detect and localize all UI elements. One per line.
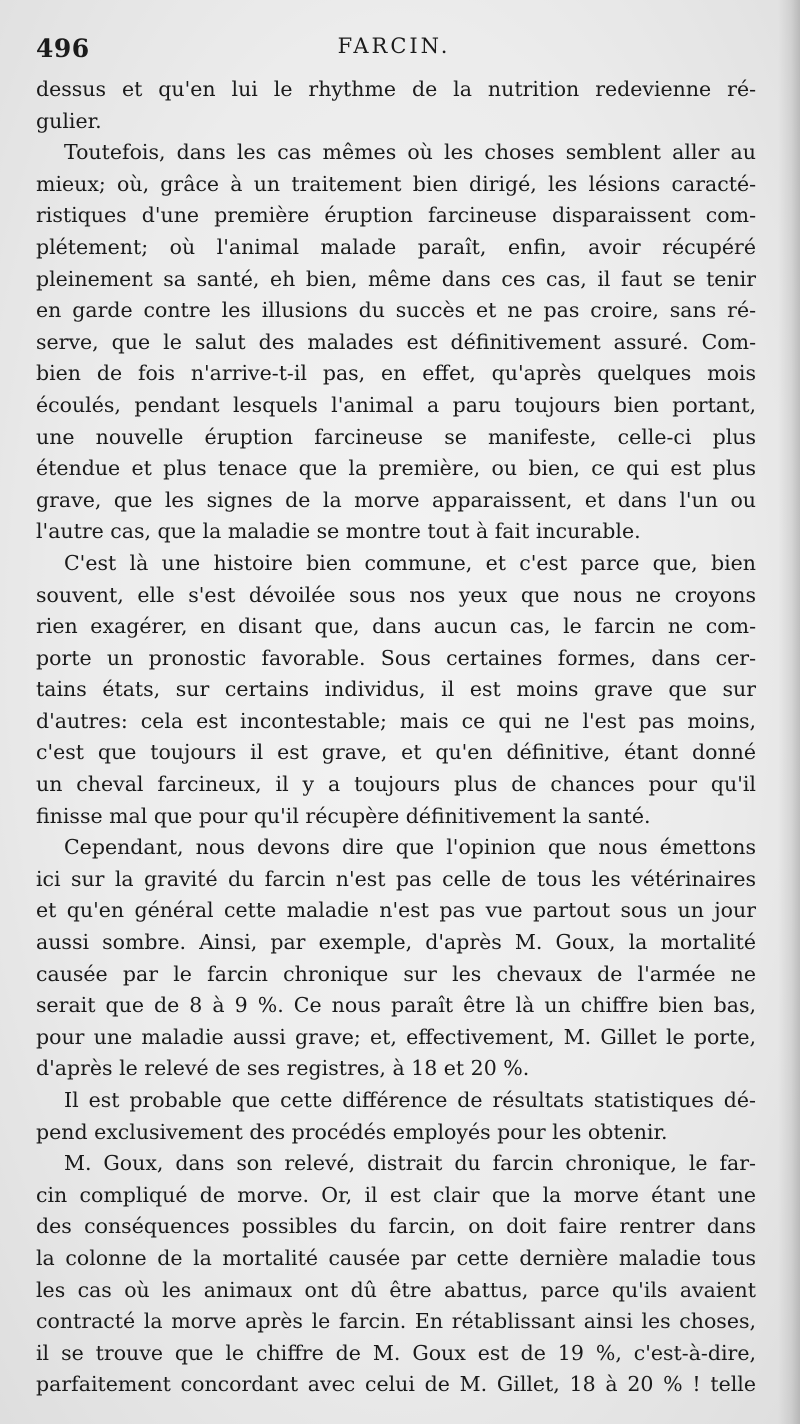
text-line: finisse mal que pour qu'il récupère définitivement la santé. bbox=[36, 803, 651, 828]
text-line: grave, que les signes de la morve apparaissent, et dans l'un ou bbox=[36, 487, 756, 512]
text-line: rien exagérer, en disant que, dans aucun cas, le farcin ne com- bbox=[36, 614, 756, 639]
text-line: étendue et plus tenace que la première, ou bien, ce qui est plus bbox=[36, 456, 756, 481]
text-line: mieux; où, grâce à un traitement bien dirigé, les lésions caracté- bbox=[36, 171, 756, 196]
text-line: parfaitement concordant avec celui de M. Gillet, 18 à 20 % ! telle bbox=[36, 1372, 756, 1397]
text-line: M. Goux, dans son relevé, distrait du farcin chronique, le far- bbox=[64, 1151, 756, 1176]
text-line: la colonne de la mortalité causée par cette dernière maladie tous bbox=[36, 1245, 756, 1270]
text-line: écoulés, pendant lesquels l'animal a paru toujours bien portant, bbox=[36, 392, 756, 417]
page-edge-shadow bbox=[778, 0, 800, 1424]
text-line: un cheval farcineux, il y a toujours plus de chances pour qu'il bbox=[36, 772, 756, 797]
text-line: contracté la morve après le farcin. En rétablissant ainsi les choses, bbox=[36, 1309, 756, 1334]
text-line: les cas où les animaux ont dû être abattus, parce qu'ils avaient bbox=[36, 1277, 756, 1302]
text-line: plétement; où l'animal malade paraît, enfin, avoir récupéré bbox=[36, 234, 756, 259]
page-number: 496 bbox=[36, 34, 90, 63]
text-line: Toutefois, dans les cas mêmes où les choses semblent aller au bbox=[64, 140, 756, 165]
text-line: serve, que le salut des malades est définitivement assuré. Com- bbox=[36, 329, 756, 354]
text-line: cin compliqué de morve. Or, il est clair que la morve étant une bbox=[36, 1182, 756, 1207]
body-text bbox=[36, 74, 756, 1401]
running-head: FARCIN. bbox=[337, 34, 451, 58]
text-line: bien de fois n'arrive-t-il pas, en effet, qu'après quelques mois bbox=[36, 361, 756, 386]
text-line: des conséquences possibles du farcin, on doit faire rentrer dans bbox=[36, 1214, 756, 1239]
text-line: dessus et qu'en lui le rhythme de la nutrition redevienne ré- bbox=[36, 77, 756, 101]
text-line: serait que de 8 à 9 %. Ce nous paraît être là un chiffre bien bas, bbox=[36, 993, 756, 1018]
page-header bbox=[36, 30, 752, 64]
text-line: causée par le farcin chronique sur les chevaux de l'armée ne bbox=[36, 961, 756, 986]
text-line: il se trouve que le chiffre de M. Goux est de 19 %, c'est-à-dire, bbox=[36, 1340, 756, 1365]
text-line: l'autre cas, que la maladie se montre tout à fait incurable. bbox=[36, 519, 641, 544]
text-line: C'est là une histoire bien commune, et c'est parce que, bien bbox=[64, 550, 756, 575]
text-line: tains états, sur certains individus, il est moins grave que sur bbox=[36, 677, 756, 702]
text-line: souvent, elle s'est dévoilée sous nos yeux que nous ne croyons bbox=[36, 582, 756, 607]
text-line: d'autres: cela est incontestable; mais ce qui ne l'est pas moins, bbox=[36, 708, 756, 733]
text-line: pend exclusivement des procédés employés pour les obtenir. bbox=[36, 1119, 668, 1144]
text-line: Cependant, nous devons dire que l'opinion que nous émettons bbox=[64, 835, 756, 860]
text-line: une nouvelle éruption farcineuse se manifeste, celle-ci plus bbox=[36, 424, 756, 449]
text-line: gulier. bbox=[36, 108, 102, 133]
text-line: ristiques d'une première éruption farcineuse disparaissent com- bbox=[36, 203, 756, 228]
text-line: d'après le relevé de ses registres, à 18 et 20 %. bbox=[36, 1056, 530, 1081]
text-line: pleinement sa santé, eh bien, même dans ces cas, il faut se tenir bbox=[36, 266, 756, 291]
text-line: porte un pronostic favorable. Sous certaines formes, dans cer- bbox=[36, 645, 756, 670]
text-line: c'est que toujours il est grave, et qu'en définitive, étant donné bbox=[36, 740, 756, 765]
text-line: et qu'en général cette maladie n'est pas vue partout sous un jour bbox=[36, 898, 756, 923]
text-line: en garde contre les illusions du succès et ne pas croire, sans ré- bbox=[36, 298, 756, 323]
text-line: Il est probable que cette différence de résultats statistiques dé- bbox=[64, 1088, 756, 1112]
text-line: aussi sombre. Ainsi, par exemple, d'après M. Goux, la mortalité bbox=[36, 930, 756, 955]
text-line: ici sur la gravité du farcin n'est pas celle de tous les vétérinaires bbox=[36, 866, 756, 891]
text-line: pour une maladie aussi grave; et, effectivement, M. Gillet le porte, bbox=[36, 1024, 756, 1049]
